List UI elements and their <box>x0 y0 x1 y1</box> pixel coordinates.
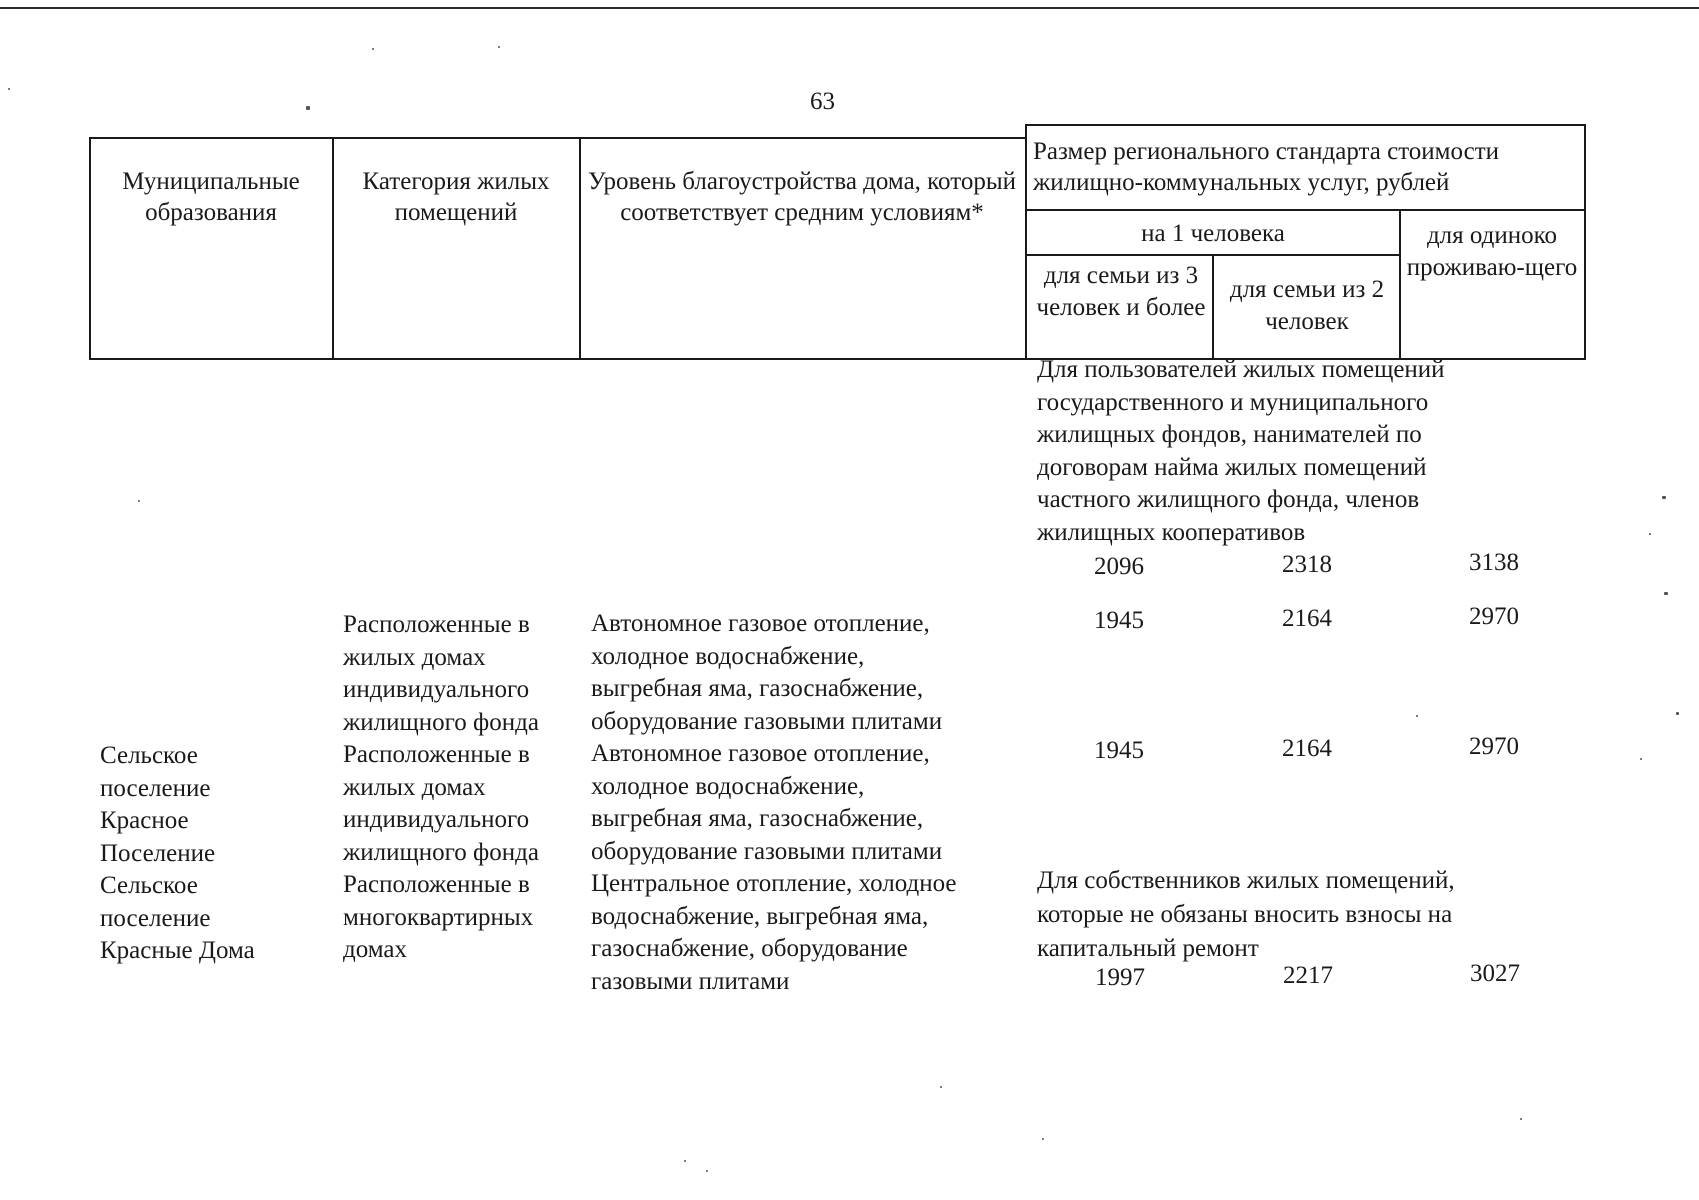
header-family-divider <box>1212 254 1214 360</box>
scan-speck <box>684 1160 686 1162</box>
scan-speck <box>1640 758 1642 760</box>
header-right-line <box>1584 124 1586 360</box>
scan-speck <box>1676 712 1679 715</box>
row-2-single: 2970 <box>1469 603 1519 630</box>
scan-speck <box>8 88 10 90</box>
row-3-municipality: Сельское поселение Красное Поселение <box>100 742 216 867</box>
header-top-line-right <box>1025 124 1586 126</box>
row-4-category: Расположенные в многоквартирных домах <box>343 871 534 963</box>
scan-speck <box>1416 715 1418 717</box>
scan-speck <box>1664 592 1668 595</box>
header-standard-line <box>1025 209 1586 211</box>
row-1-family2: 2318 <box>1282 551 1332 578</box>
scan-speck <box>706 1170 708 1172</box>
row-3-single: 2970 <box>1469 733 1519 760</box>
row-1-family3: 2096 <box>1094 553 1144 580</box>
header-family-2: для семьи из 2 человек <box>1229 276 1385 335</box>
header-single-divider <box>1399 209 1401 360</box>
row-4-family2: 2217 <box>1283 962 1333 989</box>
scan-speck <box>1662 496 1666 499</box>
scan-speck <box>138 500 140 502</box>
row-4-single: 3027 <box>1470 960 1520 987</box>
header-comfort-level: Уровень благоустройства дома, который соответствует средним условиям* <box>588 168 1016 226</box>
scan-speck <box>1520 1118 1522 1120</box>
row-2-family2: 2164 <box>1282 605 1332 632</box>
section-title-owners: Для собственников жилых помещений, которые не обязаны вносить взносы на капитальный ремонт <box>1037 867 1455 962</box>
header-divider-2 <box>579 137 581 360</box>
header-category: Категория жилых помещений <box>362 168 550 226</box>
row-4-municipality: Сельское поселение Красные Дома <box>100 872 255 964</box>
scan-speck <box>1042 1138 1044 1140</box>
scan-speck <box>372 48 374 50</box>
row-2-family3: 1945 <box>1094 607 1144 634</box>
row-3-family3: 1945 <box>1094 737 1144 764</box>
header-top-line <box>89 137 1025 139</box>
row-1-single: 3138 <box>1469 549 1519 576</box>
table-header <box>89 124 1586 360</box>
row-2-comfort-level: Автономное газовое отопление, холодное водоснабжение, выгребная яма, газоснабжение, оборудование газовыми плитами <box>591 610 943 735</box>
page-number: 63 <box>810 88 835 115</box>
top-border-line <box>0 7 1699 9</box>
scan-speck <box>306 106 310 110</box>
row-4-comfort-level: Центральное отопление, холодное водоснабжение, выгребная яма, газоснабжение, оборудование газовыми плитами <box>591 870 957 995</box>
scan-speck <box>498 46 500 48</box>
row-3-comfort-level: Автономное газовое отопление, холодное водоснабжение, выгребная яма, газоснабжение, оборудование газовыми плитами <box>591 740 943 865</box>
header-left-line <box>89 137 91 360</box>
header-municipality: Муниципальные образования <box>122 168 300 226</box>
scan-speck <box>940 1086 942 1088</box>
header-divider-1 <box>332 137 334 360</box>
row-3-family2: 2164 <box>1282 735 1332 762</box>
header-regional-standard: Размер регионального стандарта стоимости жилищно-коммунальных услуг, рублей <box>1033 138 1500 196</box>
header-per-person: на 1 человека <box>1141 220 1285 247</box>
scan-speck <box>1649 533 1651 535</box>
row-2-category: Расположенные в жилых домах индивидуального жилищного фонда <box>343 611 539 736</box>
section-title-tenants: Для пользователей жилых помещений государственного и муниципального жилищных фондов, нанимателей по договорам найма жилых помещений частного жилищного фонда, членов жилищных кооперативов <box>1037 356 1445 546</box>
row-4-family3: 1997 <box>1095 964 1145 991</box>
header-single: для одиноко проживаю-щего <box>1406 222 1578 281</box>
row-3-category: Расположенные в жилых домах индивидуального жилищного фонда <box>343 741 539 866</box>
header-family-3: для семьи из 3 человек и более <box>1036 262 1206 321</box>
